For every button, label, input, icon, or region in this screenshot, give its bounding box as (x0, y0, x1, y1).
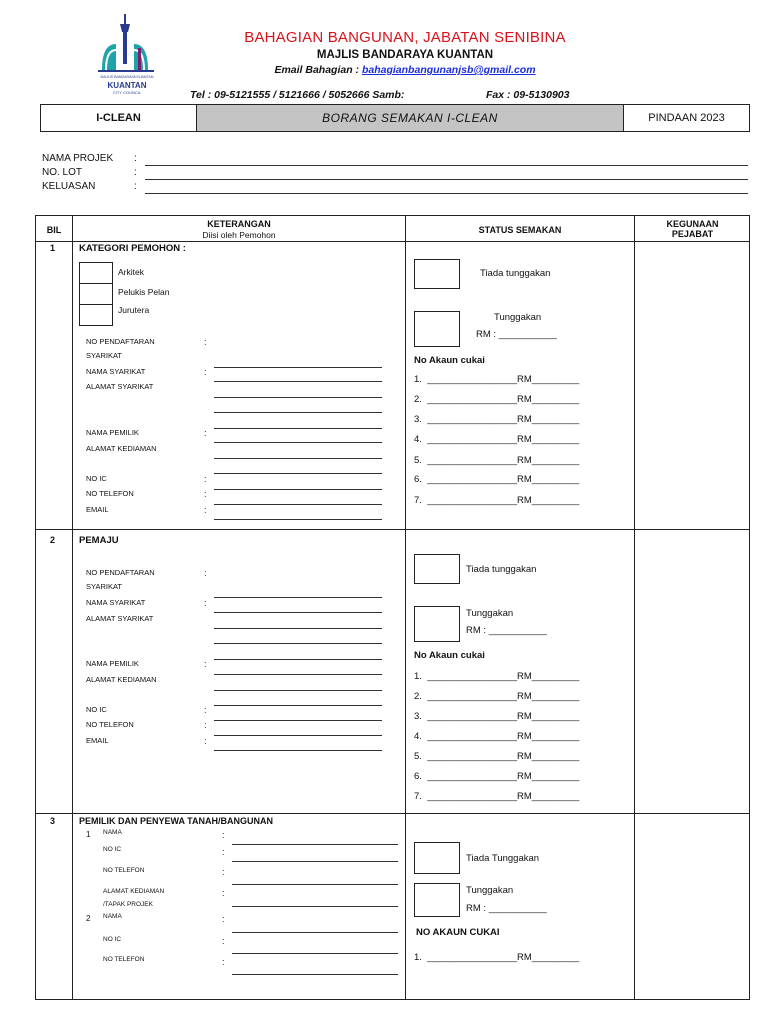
email-link[interactable]: bahagianbangunanjsb@gmail.com (361, 64, 536, 76)
sub-number: 1 (86, 830, 91, 839)
department-title: BAHAGIAN BANGUNAN, JABATAN SENIBINA (244, 29, 566, 46)
tax-account-line[interactable]: 1. _________________RM_________ (414, 374, 580, 385)
arrears-checkbox[interactable] (414, 311, 460, 347)
row-number: 2 (50, 535, 56, 545)
field-label: NO IC (86, 705, 107, 714)
field-label: SYARIKAT (86, 582, 122, 591)
area-label: KELUASAN (42, 181, 96, 192)
field-label: NAMA SYARIKAT (86, 367, 146, 376)
colon: : (204, 489, 207, 499)
input-line[interactable] (214, 643, 382, 644)
logo-city: CITY COUNCIL (112, 90, 142, 95)
tax-account-label: NO AKAUN CUKAI (416, 927, 500, 938)
colon: : (222, 936, 225, 946)
category-label: Arkitek (118, 267, 144, 277)
input-line[interactable] (232, 844, 398, 845)
input-line[interactable] (214, 674, 382, 675)
field-label: SYARIKAT (86, 351, 122, 360)
rm-amount: RM : ___________ (466, 625, 547, 636)
rm-amount: RM : ___________ (476, 329, 557, 340)
email-line (180, 64, 630, 76)
arrears-checkbox[interactable] (414, 883, 460, 917)
field-label: NAMA (103, 913, 122, 920)
field-label: NAMA SYARIKAT (86, 598, 146, 607)
input-line[interactable] (214, 367, 382, 368)
col-keterangan-sub: Diisi oleh Pemohon (202, 230, 276, 240)
col-kegunaan: KEGUNAAN PEJABAT (666, 219, 719, 239)
field-label: NAMA PEMILIK (86, 659, 139, 668)
status-arrears: Tunggakan (494, 312, 542, 323)
colon: : (222, 957, 225, 967)
field-label: NO TELEFON (86, 720, 134, 729)
tax-account-line[interactable]: 6. _________________RM_________ (414, 474, 580, 485)
input-line[interactable] (214, 412, 382, 413)
field-label: NO TELEFON (103, 956, 145, 963)
project-name-label: NAMA PROJEK (42, 153, 114, 164)
field-label: EMAIL (86, 505, 109, 514)
telephone: Tel : 09-5121555 / 5121666 / 5052666 Samb: (190, 89, 405, 101)
field-label: NO IC (103, 936, 122, 943)
input-line[interactable] (214, 705, 382, 706)
row-number: 3 (50, 816, 56, 826)
input-line[interactable] (232, 932, 398, 933)
tax-account-line[interactable]: 7. _________________RM_________ (414, 791, 580, 802)
tax-account-line[interactable]: 4. _________________RM_________ (414, 731, 580, 742)
logo-text: MAJLIS BANDARAYA KUANTAN (100, 75, 154, 79)
tax-account-line[interactable]: 5. _________________RM_________ (414, 455, 580, 466)
area-field[interactable] (145, 193, 748, 194)
field-label: NO IC (86, 474, 107, 483)
status-no-arrears: Tiada Tunggakan (466, 853, 540, 864)
status-arrears: Tunggakan (466, 885, 514, 896)
status-arrears: Tunggakan (466, 608, 514, 619)
input-line[interactable] (214, 442, 382, 443)
input-line[interactable] (214, 597, 382, 598)
input-line[interactable] (214, 381, 382, 382)
input-line[interactable] (214, 473, 382, 474)
colon: : (134, 181, 137, 192)
sub-number: 2 (86, 914, 91, 923)
field-label: NAMA PEMILIK (86, 428, 139, 437)
rm-amount: RM : ___________ (466, 903, 547, 914)
section-title: PEMILIK DAN PENYEWA TANAH/BANGUNAN (79, 816, 274, 826)
form-title-bar (40, 104, 750, 132)
field-label: NO TELEFON (86, 489, 134, 498)
lot-no-label: NO. LOT (42, 167, 83, 178)
category-label: Pelukis Pelan (118, 287, 170, 297)
colon: : (134, 167, 137, 178)
input-line[interactable] (232, 861, 398, 862)
input-line[interactable] (232, 974, 398, 975)
section-title: KATEGORI PEMOHON : (79, 243, 186, 254)
logo-name: KUANTAN (107, 81, 147, 90)
colon: : (204, 505, 207, 515)
tax-account-line[interactable]: 3. _________________RM_________ (414, 711, 580, 722)
tax-account-label: No Akaun cukai (414, 355, 485, 366)
status-no-arrears: Tiada tunggakan (480, 268, 551, 279)
form-code: I-CLEAN (41, 105, 197, 131)
field-label: NO TELEFON (103, 867, 145, 874)
input-line[interactable] (214, 612, 382, 613)
colon: : (204, 367, 207, 377)
arkitek-checkbox[interactable] (79, 262, 113, 284)
field-label: NO PENDAFTARAN (86, 337, 155, 346)
colon: : (222, 830, 225, 840)
category-label: Jurutera (118, 305, 150, 315)
email-label: Email Bahagian : (274, 64, 360, 76)
tax-account-line[interactable]: 4. _________________RM_________ (414, 434, 580, 445)
input-line[interactable] (214, 519, 382, 520)
input-line[interactable] (214, 428, 382, 429)
field-label: ALAMAT KEDIAMAN (86, 444, 157, 453)
input-line[interactable] (214, 750, 382, 751)
arrears-checkbox[interactable] (414, 606, 460, 642)
col-status: STATUS SEMAKAN (478, 225, 562, 235)
colon: : (204, 720, 207, 730)
colon: : (204, 428, 207, 438)
colon: : (204, 736, 207, 746)
input-line[interactable] (232, 906, 398, 907)
tax-account-line[interactable]: 1. _________________RM_________ (414, 671, 580, 682)
input-line[interactable] (214, 720, 382, 721)
input-line[interactable] (214, 504, 382, 505)
tax-account-label: No Akaun cukai (414, 650, 485, 661)
fax: Fax : 09-5130903 (486, 89, 570, 101)
colon: : (222, 888, 225, 898)
lot-no-field[interactable] (145, 179, 748, 180)
row-number: 1 (50, 243, 56, 253)
status-no-arrears: Tiada tunggakan (466, 564, 537, 575)
field-label: NO IC (103, 846, 122, 853)
tax-account-line[interactable]: 3. _________________RM_________ (414, 414, 580, 425)
field-label: EMAIL (86, 736, 109, 745)
input-line[interactable] (232, 884, 398, 885)
colon: : (134, 153, 137, 164)
pelukis-pelan-checkbox[interactable] (79, 283, 113, 305)
tax-account-line[interactable]: 7. _________________RM_________ (414, 495, 580, 506)
input-line[interactable] (214, 489, 382, 490)
col-keterangan: KETERANGAN (207, 219, 271, 229)
colon: : (204, 705, 207, 715)
input-line[interactable] (232, 953, 398, 954)
field-label: ALAMAT KEDIAMAN (103, 888, 165, 895)
tax-account-line[interactable]: 2. _________________RM_________ (414, 394, 580, 405)
field-label: ALAMAT SYARIKAT (86, 614, 154, 623)
col-bil: BIL (46, 225, 62, 235)
input-line[interactable] (214, 690, 382, 691)
field-label: ALAMAT KEDIAMAN (86, 675, 157, 684)
colon: : (222, 914, 225, 924)
field-label: /TAPAK PROJEK (103, 901, 153, 908)
input-line[interactable] (214, 458, 382, 459)
colon: : (204, 474, 207, 484)
form-version: PINDAAN 2023 (648, 112, 725, 124)
colon: : (222, 867, 225, 877)
colon: : (204, 659, 207, 669)
field-label: NAMA (103, 829, 122, 836)
no-arrears-checkbox[interactable] (414, 259, 460, 289)
input-line[interactable] (214, 735, 382, 736)
tax-account-line[interactable]: 6. _________________RM_________ (414, 771, 580, 782)
section-title: PEMAJU (79, 535, 119, 546)
project-name-field[interactable] (145, 165, 748, 166)
form-name: BORANG SEMAKAN I-CLEAN (197, 105, 624, 131)
jurutera-checkbox[interactable] (79, 304, 113, 326)
tax-account-line[interactable]: 5. _________________RM_________ (414, 751, 580, 762)
no-arrears-checkbox[interactable] (414, 842, 460, 874)
no-arrears-checkbox[interactable] (414, 554, 460, 584)
council-name: MAJLIS BANDARAYA KUANTAN (316, 49, 494, 61)
tax-account-line[interactable]: 1. _________________RM_________ (414, 952, 580, 963)
mbk-logo (94, 10, 160, 98)
colon: : (204, 598, 207, 608)
tax-account-line[interactable]: 2. _________________RM_________ (414, 691, 580, 702)
field-label: NO PENDAFTARAN (86, 568, 155, 577)
input-line[interactable] (214, 659, 382, 660)
colon: : (204, 568, 207, 578)
colon: : (204, 337, 207, 347)
colon: : (222, 847, 225, 857)
field-label: ALAMAT SYARIKAT (86, 382, 154, 391)
input-line[interactable] (214, 397, 382, 398)
input-line[interactable] (214, 628, 382, 629)
checklist-table (35, 215, 750, 1000)
